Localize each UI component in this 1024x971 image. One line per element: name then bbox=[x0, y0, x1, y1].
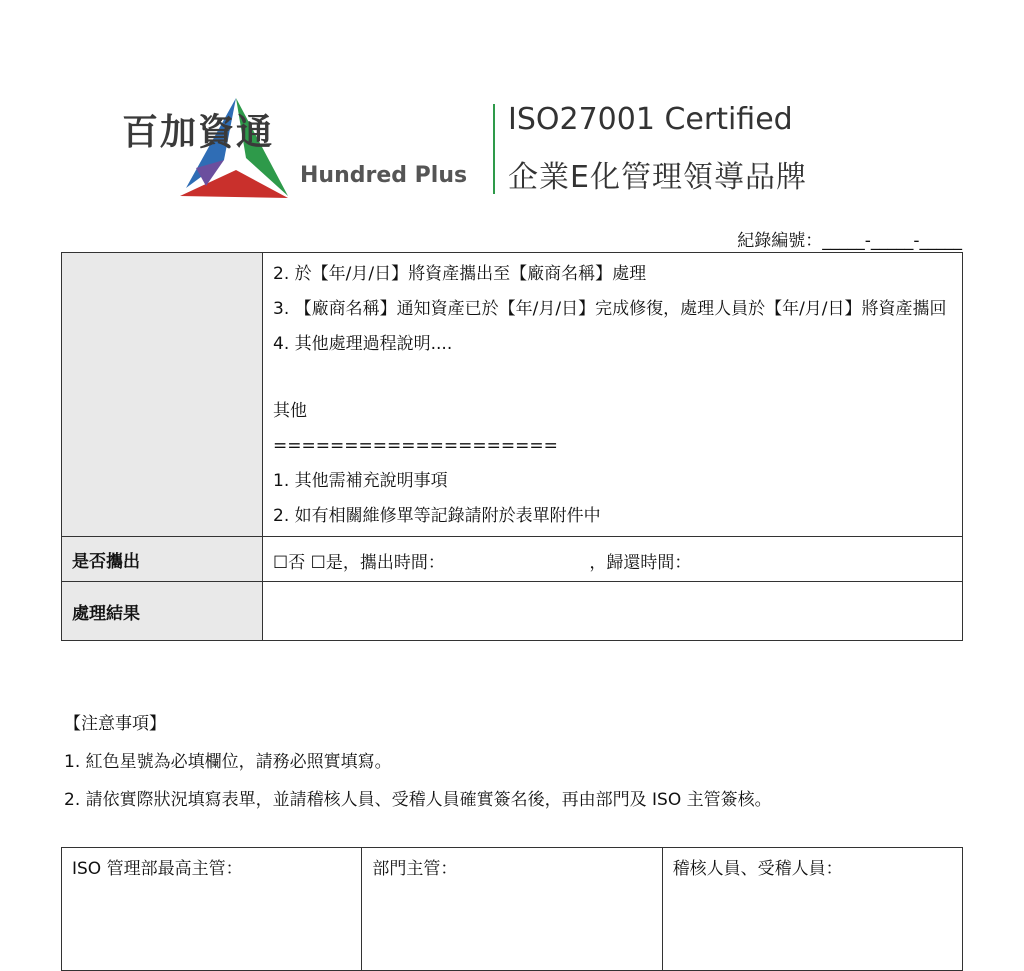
process-line: 2. 如有相關維修單等記錄請附於表單附件中 bbox=[273, 506, 601, 526]
blank-line bbox=[273, 362, 952, 394]
notes-section bbox=[64, 705, 772, 819]
note-item: 2. 請依實際狀況填寫表單，並請稽核人員、受稽人員確實簽名後，再由部門及 ISO 主管簽核。 bbox=[64, 790, 772, 810]
signature-auditor[interactable]: 稽核人員、受稽人員： bbox=[662, 848, 962, 971]
record-number: 紀錄編號：_____-_____-_____ bbox=[737, 231, 962, 251]
result-label: 處理結果 bbox=[62, 582, 263, 641]
brand-name-cn: 百加資通 bbox=[122, 112, 275, 153]
notes-title: 【注意事項】 bbox=[64, 714, 166, 734]
process-label-cell bbox=[62, 253, 263, 537]
brand-certification: ISO27001 Certified bbox=[508, 102, 793, 137]
process-line: 3. 【廠商名稱】通知資產已於【年/月/日】完成修復，處理人員於【年/月/日】將資產攜回 bbox=[273, 299, 947, 319]
signature-iso-manager[interactable]: ISO 管理部最高主管： bbox=[62, 848, 362, 971]
process-line: 其他 bbox=[273, 401, 307, 421]
signature-department-manager[interactable]: 部門主管： bbox=[362, 848, 662, 971]
carry-out-row bbox=[62, 537, 963, 582]
brand-slogan: 企業E化管理領導品牌 bbox=[508, 160, 807, 195]
result-row bbox=[62, 582, 963, 641]
brand-name-en: Hundred Plus bbox=[300, 163, 468, 188]
signature-table bbox=[61, 847, 963, 971]
carry-out-label: 是否攜出 bbox=[62, 537, 263, 582]
carry-out-field[interactable]: ☐否 ☐是，攜出時間： ，歸還時間： bbox=[263, 537, 963, 582]
process-row bbox=[62, 253, 963, 537]
process-content-cell[interactable] bbox=[263, 253, 963, 537]
process-line: 1. 其他需補充說明事項 bbox=[273, 471, 448, 491]
result-field[interactable] bbox=[263, 582, 963, 641]
separator-line: ==================== bbox=[273, 436, 558, 456]
form-table bbox=[61, 252, 963, 641]
brand-divider bbox=[493, 104, 495, 194]
note-item: 1. 紅色星號為必填欄位，請務必照實填寫。 bbox=[64, 752, 392, 772]
process-line: 4. 其他處理過程說明.... bbox=[273, 334, 453, 354]
process-line: 2. 於【年/月/日】將資產攜出至【廠商名稱】處理 bbox=[273, 264, 647, 284]
